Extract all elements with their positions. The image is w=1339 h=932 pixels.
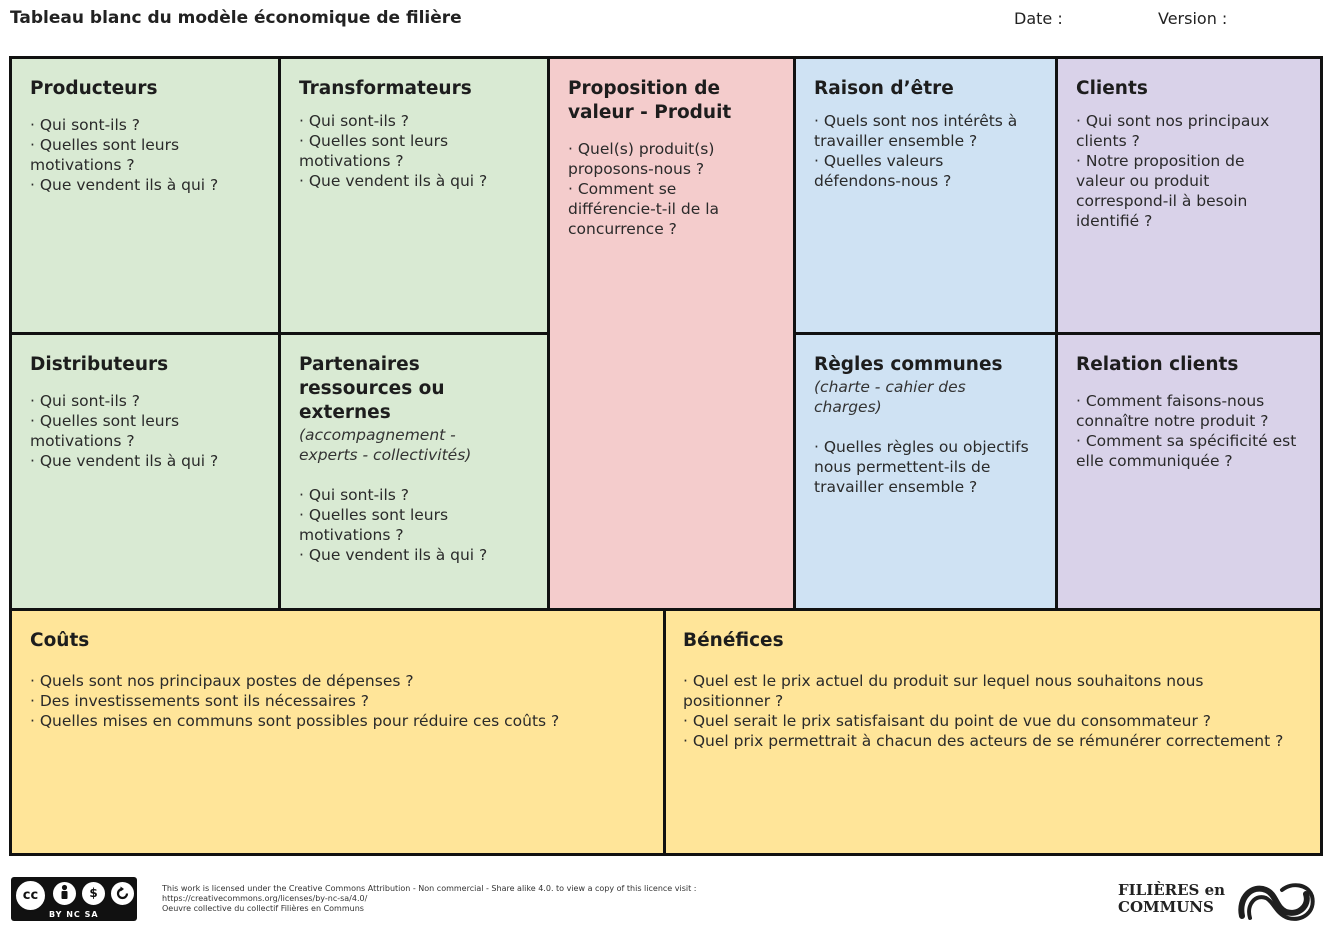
date-label: Date :: [1014, 9, 1063, 28]
question-line: · Que vendent ils à qui ?: [30, 452, 219, 470]
question-line: · Quelles sont leurs motivations ?: [30, 136, 180, 174]
question-line: · Comment sa spécificité est elle communiquée ?: [1076, 432, 1297, 470]
question-line: · Quelles sont leurs motivations ?: [30, 412, 180, 450]
cell-title: Distributeurs: [30, 354, 169, 375]
cell-title: Bénéfices: [683, 630, 784, 651]
cell-title: Clients: [1076, 78, 1148, 99]
cell-title: Règles communes: [814, 354, 1003, 375]
board-header-title: Tableau blanc du modèle économique de filière: [10, 8, 462, 28]
question-line: · Qui sont-ils ?: [30, 116, 141, 134]
question-line: · Que vendent ils à qui ?: [299, 546, 488, 564]
cell-questions: [30, 391, 264, 471]
question-line: · Quelles règles ou objectifs nous permettent-ils de travailler ensemble ?: [814, 438, 1029, 496]
question-line: · Quelles mises en communs sont possibles pour réduire ces coûts ?: [30, 712, 560, 730]
by-icon: [51, 880, 78, 907]
question-line: · Quels sont nos intérêts à travailler ensemble ?: [814, 112, 1018, 150]
question-line: · Qui sont nos principaux clients ?: [1076, 112, 1270, 150]
cell-subtitle: (accompagnement - experts - collectivités): [299, 426, 472, 464]
license-line: Oeuvre collective du collectif Filières en Communs: [162, 904, 364, 913]
question-line: · Quels sont nos principaux postes de dépenses ?: [30, 672, 414, 690]
cell-partenaires[interactable]: [281, 335, 547, 608]
cell-title: Raison d’être: [814, 78, 954, 99]
question-line: · Comment faisons-nous connaître notre produit ?: [1076, 392, 1269, 430]
cell-couts[interactable]: [12, 611, 663, 853]
cell-benefices[interactable]: [666, 611, 1320, 853]
cell-title: Relation clients: [1076, 354, 1239, 375]
cell-questions: [683, 671, 1314, 751]
cell-subtitle: (charte - cahier des charges): [814, 378, 966, 416]
cell-questions: [814, 111, 1039, 191]
question-line: · Quelles sont leurs motivations ?: [299, 506, 449, 544]
question-line: · Comment se différencie-t-il de la concurrence ?: [568, 180, 720, 238]
cell-questions: [1076, 391, 1301, 471]
cell-questions: [568, 139, 748, 239]
cell-questions: [814, 437, 1049, 497]
logo-line: COMMUNS: [1118, 898, 1214, 916]
question-line: · Que vendent ils à qui ?: [299, 172, 488, 190]
cell-producteurs[interactable]: [12, 59, 278, 332]
cell-title: Coûts: [30, 630, 90, 651]
cell-title: Producteurs: [30, 78, 158, 99]
cell-transformateurs[interactable]: [281, 59, 547, 332]
question-line: · Qui sont-ils ?: [299, 486, 410, 504]
cell-questions: [1076, 111, 1291, 231]
cell-questions: [299, 485, 533, 565]
version-label: Version :: [1158, 9, 1228, 28]
license-url[interactable]: https://creativecommons.org/licenses/by-nc-sa/4.0/: [162, 894, 368, 903]
question-line: · Quel serait le prix satisfaisant du point de vue du consommateur ?: [683, 712, 1211, 730]
question-line: · Qui sont-ils ?: [299, 112, 410, 130]
license-text: [162, 884, 696, 914]
cell-title: Partenaires ressources ou externes: [299, 354, 445, 423]
cell-raison-d-etre[interactable]: [796, 59, 1055, 332]
cell-questions: [30, 671, 649, 731]
cell-questions: [30, 115, 264, 195]
question-line: · Quel(s) produit(s) proposons-nous ?: [568, 140, 715, 178]
cell-proposition-de-valeur[interactable]: [550, 59, 793, 608]
cell-distributeurs[interactable]: [12, 335, 278, 608]
question-line: · Quel est le prix actuel du produit sur lequel nous souhaitons nous positionner ?: [683, 672, 1204, 710]
question-line: · Notre proposition de valeur ou produit correspond-il à besoin identifié ?: [1076, 152, 1248, 230]
creative-commons-badge: [11, 877, 137, 921]
filieres-en-communs-logo-text: [1118, 882, 1225, 916]
question-line: · Quelles sont leurs motivations ?: [299, 132, 449, 170]
sa-icon: [109, 880, 136, 907]
cc-icon: cc: [14, 879, 47, 912]
filieres-en-communs-logo-icon: [1236, 876, 1318, 926]
cell-title: Transformateurs: [299, 78, 472, 99]
business-model-board: [9, 56, 1323, 856]
question-line: · Des investissements sont ils nécessaires ?: [30, 692, 370, 710]
nc-icon: $: [80, 880, 107, 907]
cc-badge-labels: BY NC SA: [49, 910, 99, 919]
question-line: · Quel prix permettrait à chacun des acteurs de se rémunérer correctement ?: [683, 732, 1284, 750]
cell-relation-clients[interactable]: [1058, 335, 1320, 608]
cell-title: Proposition de valeur - Produit: [568, 78, 732, 123]
license-line: This work is licensed under the Creative Commons Attribution - Non commercial - Share alike 4.0. to view a copy of this licence visit :: [162, 884, 697, 893]
logo-line: FILIÈRES en: [1118, 881, 1226, 899]
question-line: · Qui sont-ils ?: [30, 392, 141, 410]
cell-questions: [299, 111, 533, 191]
cell-regles-communes[interactable]: [796, 335, 1055, 608]
question-line: · Que vendent ils à qui ?: [30, 176, 219, 194]
cell-clients[interactable]: [1058, 59, 1320, 332]
question-line: · Quelles valeurs défendons-nous ?: [814, 152, 952, 190]
